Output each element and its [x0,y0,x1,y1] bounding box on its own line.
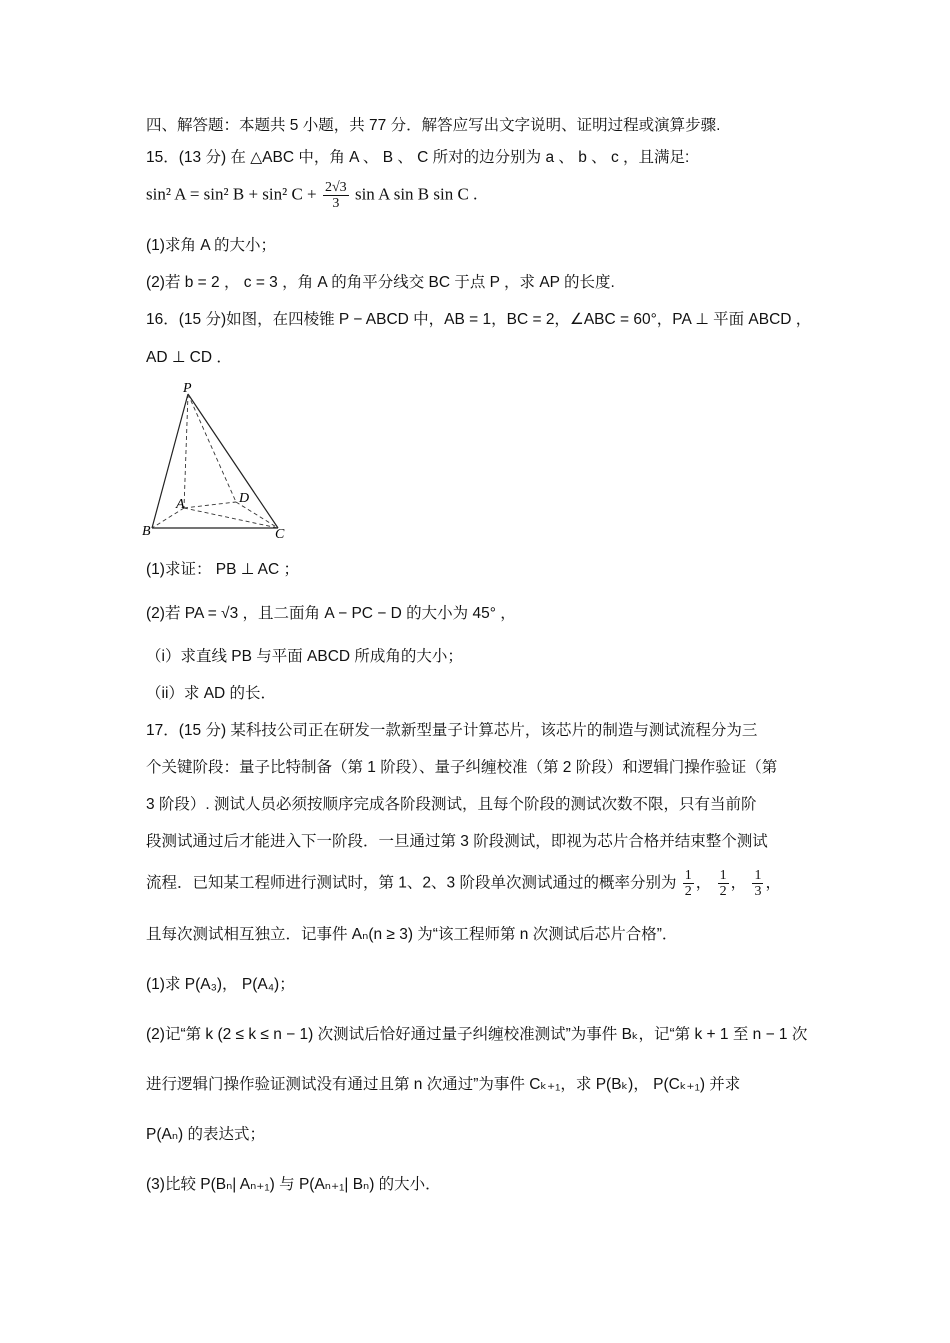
q17-part2-b: 进行逻辑门操作验证测试没有通过且第 n 次通过”为事件 Cₖ₊₁，求 P(Bₖ)， P(Cₖ₊₁) 并求 [146,1076,741,1093]
q17-line5: 流程．已知某工程师进行测试时，第 1、2、3 阶段单次测试通过的概率分别为 $\frac{1}{2}$ ， $\frac{1}{2}$ ， $\frac{1}{3}$ ， [146,868,781,899]
q15-frac-num: 2√3 [324,180,347,195]
prob2-num: 1 [719,868,727,883]
prob1-den: 2 [684,884,692,899]
q17-line3: 3 阶段）. 测试人员必须按顺序完成各阶段测试，且每个阶段的测试次数不限，只有当前阶 [146,796,757,813]
edge-PD [188,394,236,502]
edge-PA [184,394,188,508]
q15-part1: (1)求角 A 的大小； [146,237,277,254]
q15-formula-left: sin² A = sin² B + sin² C + [146,184,317,204]
q17-part3: (3)比较 P(Bₙ| Aₙ₊₁) 与 P(Aₙ₊₁| Bₙ) 的大小． [146,1176,441,1193]
edge-AD [184,502,236,508]
q17-line2: 个关键阶段：量子比特制备（第 1 阶段）、量子纠缠校准（第 2 阶段）和逻辑门操作验证（第 [146,759,778,776]
prob-stage1 [683,868,694,899]
prob3-den: 3 [754,884,762,899]
label-B: B [142,524,151,539]
q15-head: 15．(13 分) 在 △ABC 中，角 A 、 B 、 C 所对的边分别为 a 、 b 、 c ，且满足: [146,149,690,166]
prob-stage2 [718,868,729,899]
q15-fraction [323,180,349,211]
q16-part1: (1)求证： PB ⊥ AC ； [146,561,300,578]
label-D: D [239,491,250,506]
prob3-num: 1 [754,868,762,883]
label-C: C [275,527,285,542]
q17-line6: 且每次测试相互独立．记事件 Aₙ(n ≥ 3) 为“该工程师第 n 次测试后芯片合格”． [146,926,678,943]
q16-head2: AD ⊥ CD ． [146,349,232,366]
q16-part2-i: （i）求直线 PB 与平面 ABCD 所成角的大小； [146,648,463,665]
q15-frac-den: 3 [332,196,340,211]
q16-part2-ii: （ii）求 AD 的长． [146,685,277,702]
q17-part2-c: P(Aₙ) 的表达式； [146,1126,265,1143]
q17-part1: (1)求 P(A₃)， P(A₄)； [146,976,295,993]
section-header: 四、解答题：本题共 5 小题，共 77 分．解答应写出文字说明、证明过程或演算步骤. [146,117,721,134]
edge-AC [184,508,278,528]
q16-head: 16．(15 分)如图，在四棱锥 P − ABCD 中，AB = 1，BC = 2，∠ABC = 60°，PA ⊥ 平面 ABCD ， [146,311,812,328]
prob2-den: 2 [719,884,727,899]
edge-PC [188,394,278,528]
q15-part2: (2)若 b = 2 ， c = 3 ，角 A 的角平分线交 BC 于点 P ，求 AP 的长度. [146,274,615,291]
q15-formula [146,180,477,226]
prob-stage3 [752,868,763,899]
prob1-num: 1 [684,868,692,883]
label-P: P [183,381,192,396]
q17-line5-text: 流程．已知某工程师进行测试时，第 1、2、3 阶段单次测试通过的概率分别为 [146,874,677,892]
q16-part2: (2)若 PA = √3 ，且二面角 A − PC − D 的大小为 45° ， [146,605,516,622]
q17-line1: 17．(15 分) 某科技公司正在研发一款新型量子计算芯片，该芯片的制造与测试流程分为三 [146,722,758,739]
q15-formula-right: sin A sin B sin C . [354,184,478,204]
label-A: A [176,497,185,512]
q17-part2-a: (2)记“第 k (2 ≤ k ≤ n − 1) 次测试后恰好通过量子纠缠校准测试”为事件 Bₖ，记“第 k + 1 至 n − 1 次 [146,1026,808,1043]
pyramid-figure [140,378,300,548]
q17-line4: 段测试通过后才能进入下一阶段．一旦通过第 3 阶段测试，即视为芯片合格并结束整个测试 [146,833,768,850]
